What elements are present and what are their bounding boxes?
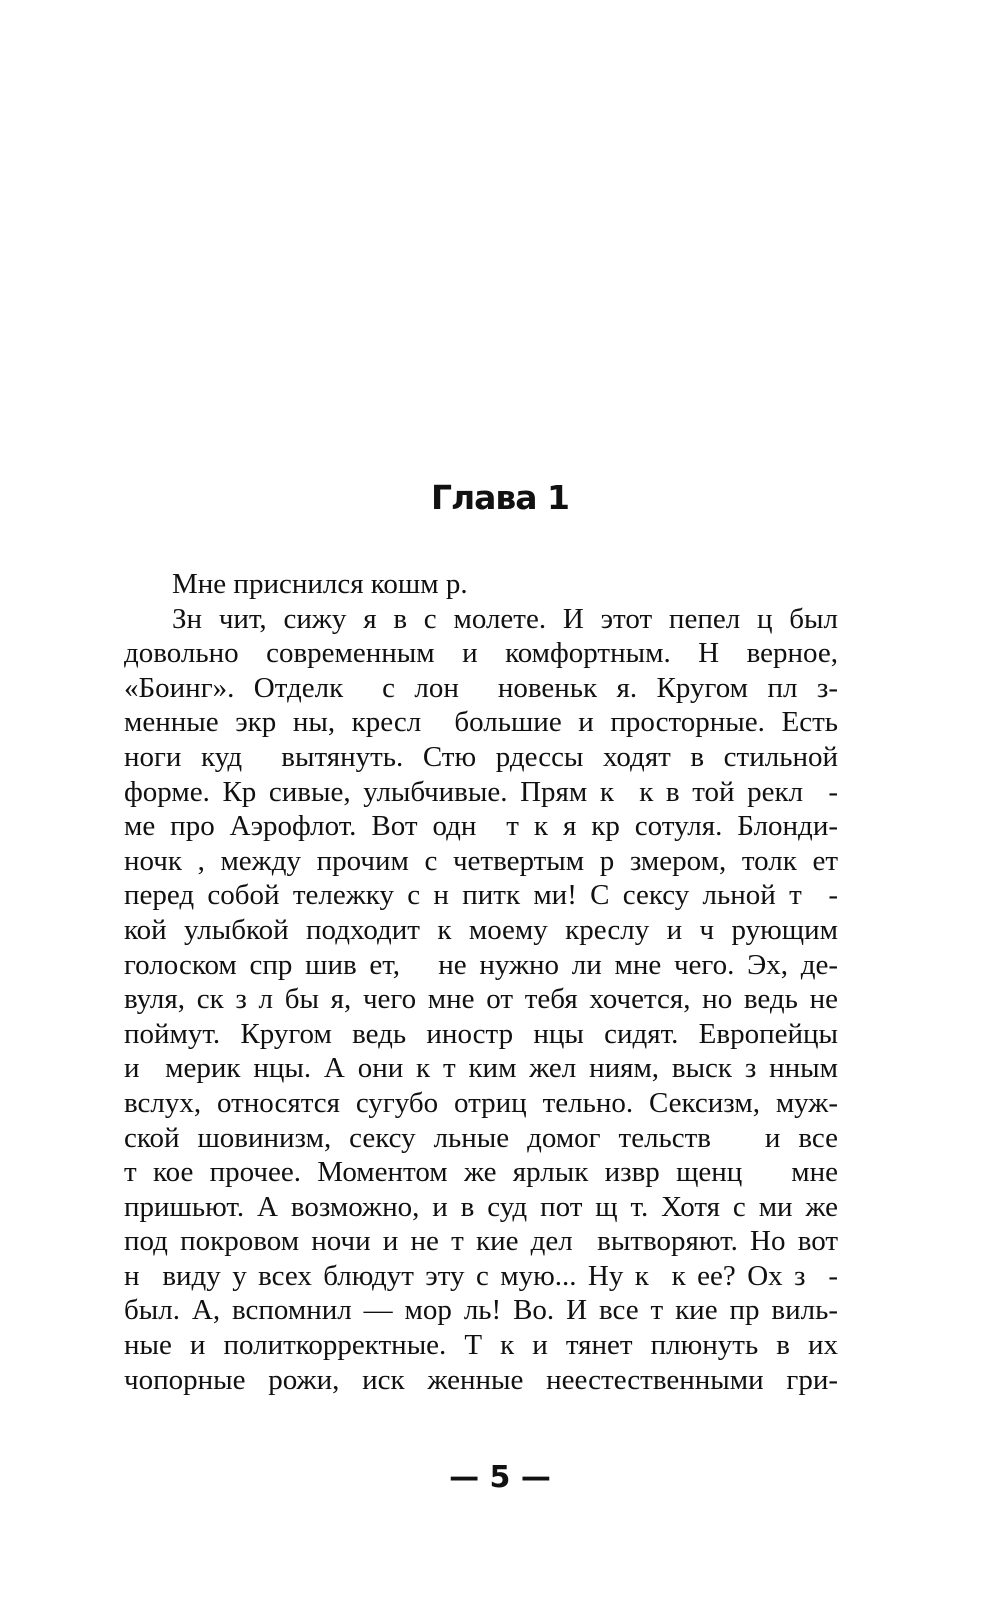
text-line: довольно современным и комфортным. Н верное, [124,637,838,670]
text-line: чопорные рожи, иск женные неестественными гри- [124,1363,838,1396]
text-line: поймут. Кругом ведь иностр нцы сидят. Европейцы [124,1017,838,1050]
text-line: был. А, вспомнил — мор ль! Во. И все т кие пр виль- [124,1294,838,1327]
text-line: вслух, относятся сугубо отриц тельно. Сексизм, муж- [124,1086,838,1119]
text-line: голоском спр шив ет, не нужно ли мне чего. Эх, де- [124,948,838,981]
text-line: и мерик нцы. А они к т ким жел ниям, выск з нным [124,1052,838,1085]
text-line: Мне приснился кошм р. [172,568,468,600]
text-line: Зн чит, сижу я в с молете. И этот пепел ц был [172,602,838,635]
text-line: ные и политкорректные. Т к и тянет плюнуть в их [124,1329,838,1362]
text-line: ноги куд вытянуть. Стю рдессы ходят в стильной [124,740,838,773]
text-line: пришьют. А возможно, и в суд пот щ т. Хотя с ми же [124,1190,838,1223]
text-line: форме. Кр сивые, улыбчивые. Прям к к в той рекл - [124,775,838,808]
text-line: «Боинг». Отделк с лон новеньк я. Кругом пл з- [124,671,838,704]
page-number: — 5 — [449,1460,551,1495]
text-line: менные экр ны, кресл большие и просторные. Есть [124,706,838,739]
body-text [124,567,838,1397]
text-line: ской шовинизм, сексу льные домог тельств и все [124,1121,838,1154]
chapter-title: Глава 1 [430,478,570,517]
text-line: ночк , между прочим с четвертым р змером, толк ет [124,844,838,877]
text-line: н виду у всех блюдут эту с мую... Ну к к ее? Ох з - [124,1259,838,1292]
text-line: кой улыбкой подходит к моему креслу и ч рующим [124,913,838,946]
text-line: т кое прочее. Моментом же ярлык извр щенц мне [124,1156,838,1189]
text-line: под покровом ночи и не т кие дел вытворяют. Но вот [124,1225,838,1258]
text-line: ме про Аэрофлот. Вот одн т к я кр сотуля. Блонди- [124,810,838,843]
text-line: вуля, ск з л бы я, чего мне от тебя хочется, но ведь не [124,983,838,1016]
text-line: перед собой тележку с н питк ми! С сексу льной т - [124,879,838,912]
